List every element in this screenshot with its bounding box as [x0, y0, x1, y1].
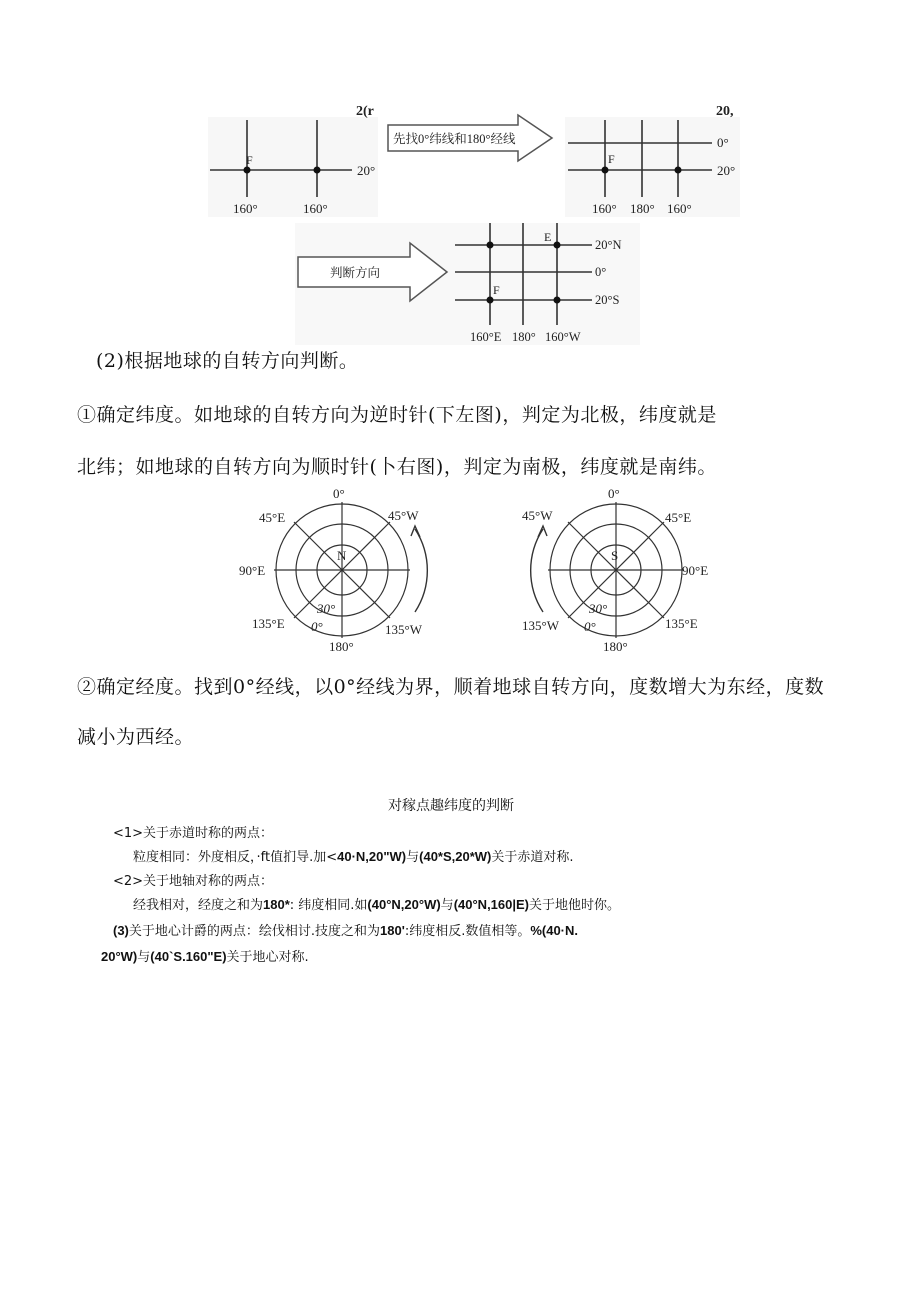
polar-left-lower-left: 135°E: [252, 616, 285, 631]
polar-left-top: 0°: [333, 486, 345, 501]
polar-right-right: 90°E: [682, 563, 709, 578]
grid2-lat-top: 0°: [717, 135, 729, 150]
polar-left-inner2: 0°: [311, 619, 323, 634]
polar-left-upper-left: 45°E: [259, 510, 286, 525]
grid1-lat: 20°: [357, 163, 376, 178]
polar-right-center: S: [611, 548, 619, 563]
rule-1-text: 粒度相同：外度相反，·ft值扪导.加<40·N,20"W)与(40*S,20*W)关于赤道对称.: [133, 849, 574, 865]
grid2-lon-left: 160°: [592, 201, 617, 216]
rule-1-heading: <1>关于赤道时称的两点：: [113, 826, 274, 841]
grid1-lon-right: 160°: [303, 201, 328, 216]
grid-diagram: [200, 95, 760, 355]
paragraph-1: (2)根据地球的自转方向判断。: [96, 350, 359, 372]
rule-2-text: 经我相对，经度之和为180*: 纬度相同.如(40°N,20°W)与(40°N,160|E)关于地他时你。: [133, 897, 621, 913]
polar-left-center: N: [337, 548, 347, 563]
point-dot: [314, 167, 321, 174]
polar-left-bottom: 180°: [329, 639, 354, 654]
grid3-lat-bottom: 20°S: [595, 293, 620, 307]
rule-3-text: (3)关于地心计爵的两点：绘伐相讨.技度之和为180':纬度相反.数值相等。%(40·N.: [113, 923, 579, 939]
polar-right-lower-right: 135°E: [665, 616, 698, 631]
paragraph-2: ①确定纬度。如地球的自转方向为逆时针(下左图)，判定为北极，纬度就是: [77, 404, 717, 426]
grid1-lon-left: 160°: [233, 201, 258, 216]
grid2-point: F: [608, 152, 615, 166]
grid3-lon-left: 160°E: [470, 330, 502, 344]
grid2-lon-right: 160°: [667, 201, 692, 216]
grid3-lat-top: 20°N: [595, 238, 622, 252]
grid1-point: F: [246, 153, 253, 167]
point-f-dot: [244, 167, 251, 174]
paragraph-4: ②确定经度。找到0°经线，以0°经线为界，顺着地球自转方向，度数增大为东经，度数: [77, 676, 825, 698]
paragraph-5: 减小为西经。: [77, 726, 195, 748]
label-right: 20,: [716, 104, 734, 119]
polar-left-left: 90°E: [239, 563, 266, 578]
grid3-lat-mid: 0°: [595, 265, 607, 279]
polar-left-lower-right: 135°W: [385, 622, 422, 637]
polar-right-inner1: 30°: [589, 601, 608, 616]
polar-left-upper-right: 45°W: [388, 508, 419, 523]
rule-3-text-cont: 20°W)与(40`S.160"E)关于地心对称.: [101, 949, 309, 965]
section-title: 对稼点趣纬度的判断: [388, 798, 514, 814]
paragraph-3: 北纬；如地球的自转方向为顺时针(卜右图)，判定为南极，纬度就是南纬。: [77, 456, 717, 478]
polar-right-inner2: 0°: [584, 619, 596, 634]
grid3-point-e: E: [544, 230, 552, 244]
label-left: 2(r: [356, 104, 374, 119]
polar-right-upper-right: 45°E: [665, 510, 692, 525]
polar-right-bottom: 180°: [603, 639, 628, 654]
arrow2-text: 判断方向: [330, 266, 381, 280]
polar-right-upper-left: 45°W: [522, 508, 553, 523]
polar-right-lower-left: 135°W: [522, 618, 559, 633]
grid3-point-f: F: [493, 283, 500, 297]
rule-2-heading: <2>关于地轴对称的两点：: [113, 874, 274, 889]
grid3-lon-right: 160°W: [545, 330, 581, 344]
polar-diagrams: [225, 484, 725, 656]
polar-left-inner1: 30°: [317, 601, 336, 616]
grid2-lat-bottom: 20°: [717, 163, 736, 178]
grid3-lon-mid: 180°: [512, 330, 536, 344]
polar-right-top: 0°: [608, 486, 620, 501]
arrow1-text: 先找0°纬线和180°经线: [393, 132, 516, 146]
grid2-lon-mid: 180°: [630, 201, 655, 216]
